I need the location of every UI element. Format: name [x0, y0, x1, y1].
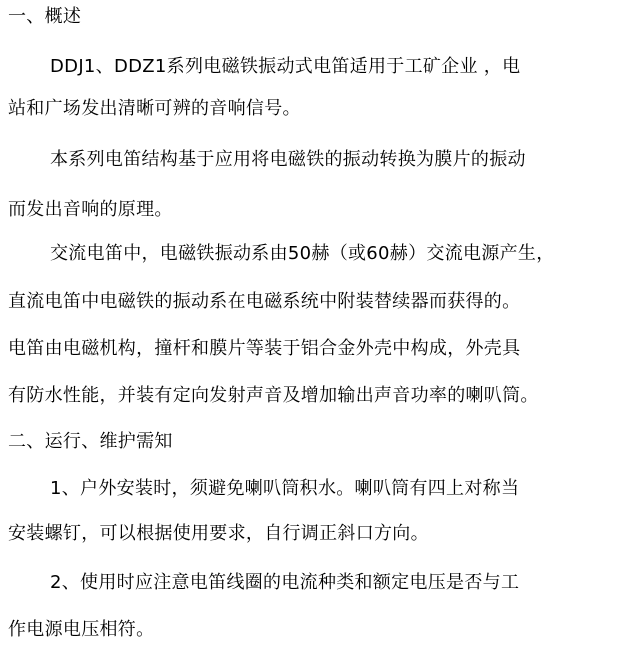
paragraph-line: 电笛由电磁机构，撞杆和膜片等装于铝合金外壳中构成，外壳具	[8, 338, 521, 359]
list-item-line: 1、户外安装时，须避免喇叭筒积水。喇叭筒有四上对称当	[50, 478, 520, 499]
paragraph-line: DDJ1、DDZ1系列电磁铁振动式电笛适用于工矿企业 ，电	[50, 56, 521, 77]
list-item-line: 作电源电压相符。	[8, 619, 155, 640]
section-heading-overview: 一、概述	[8, 6, 82, 27]
section-heading-operation: 二、运行、维护需知	[8, 431, 173, 452]
paragraph-line: 而发出音响的原理。	[8, 199, 173, 220]
list-item-line: 安装螺钉，可以根据使用要求，自行调正斜口方向。	[8, 523, 429, 544]
paragraph-line: 本系列电笛结构基于应用将电磁铁的振动转换为膜片的振动	[50, 149, 526, 170]
list-item-line: 2、使用时应注意电笛线圈的电流种类和额定电压是否与工	[50, 572, 520, 593]
paragraph-line: 有防水性能，并装有定向发射声音及增加输出声音功率的喇叭筒。	[8, 385, 539, 406]
paragraph-line: 交流电笛中，电磁铁振动系由50赫（或60赫）交流电源产生，	[50, 243, 555, 264]
paragraph-line: 站和广场发出清晰可辨的音响信号。	[8, 98, 301, 119]
paragraph-line: 直流电笛中电磁铁的振动系在电磁系统中附装替续器而获得的。	[8, 291, 521, 312]
